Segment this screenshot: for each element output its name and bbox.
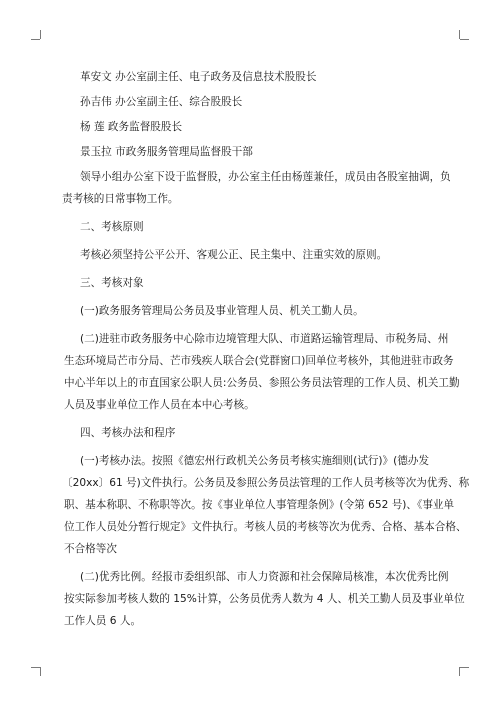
method-paragraph-2 (64, 566, 465, 632)
member-line: 孙吉伟 办公室副主任、综合股股长 (80, 96, 243, 108)
member-line: 革安文 办公室副主任、电子政务及信息技术股股长 (80, 71, 317, 83)
office-paragraph (62, 166, 451, 210)
section-heading: 三、考核对象 (80, 277, 144, 289)
method-paragraph-1 (62, 450, 470, 560)
member-line: 景玉拉 市政务服务管理局监督股干部 (80, 146, 253, 158)
member-list (80, 66, 436, 163)
paragraph-line: 责考核的日常事物工作。 (62, 193, 179, 205)
paragraph-line: 中心半年以上的市直国家公职人员:公务员、参照公务员法管理的工作人员、机关工勤 (64, 377, 460, 389)
paragraph-line: 领导小组办公室下设于监督股，办公室主任由杨莲兼任，成员由各股室抽调，负 (80, 171, 451, 183)
paragraph-line: 〔20xx〕61 号)文件执行。公务员及参照公务员法管理的工作人员考核等次为优秀、称 (62, 477, 470, 489)
crop-mark-bottom-left-h (31, 667, 40, 668)
object-paragraph-2 (64, 328, 460, 416)
paragraph-line: 人员及事业单位工作人员在本中心考核。 (64, 399, 255, 411)
crop-mark-top-right-h (460, 39, 469, 40)
crop-mark-top-right-v (459, 30, 460, 39)
crop-mark-bottom-right-v (459, 667, 460, 676)
paragraph-line: 按实际参加考核人数的 15%计算，公务员优秀人数为 4 人、机关工勤人员及事业单位 (64, 593, 465, 605)
paragraph-line: (一)考核办法。按照《德宏州行政机关公务员考核实施细则(试行)》(德办发 (80, 455, 430, 467)
paragraph-line: 生态环境局芒市分局、芒市残疾人联合会(党群窗口)回单位考核外，其他进驻市政务 (64, 355, 454, 367)
paragraph-line: (二)进驻市政务服务中心除市边境管理大队、市道路运输管理局、市税务局、州 (80, 333, 449, 345)
section-heading: 二、考核原则 (80, 221, 144, 233)
section-heading: 四、考核办法和程序 (80, 427, 176, 439)
member-line: 杨 莲 政务监督股股长 (80, 121, 183, 133)
document-body (62, 66, 470, 632)
object-paragraph-1: (一)政务服务管理局公务员及事业管理人员、机关工勤人员。 (80, 305, 364, 317)
paragraph-line: 职、基本称职、不称职等次。按《事业单位人事管理条例》(令第 652 号)、《事业单 (64, 499, 455, 511)
paragraph-line: (二)优秀比例。经报市委组织部、市人力资源和社会保障局核准，本次优秀比例 (80, 571, 449, 583)
crop-mark-top-left-h (31, 39, 40, 40)
paragraph-line: 工作人员 6 人。 (64, 615, 142, 627)
paragraph-line: 位工作人员处分暂行规定》文件执行。考核人员的考核等次为优秀、合格、基本合格、 (64, 521, 467, 533)
principle-paragraph: 考核必须坚持公平公开、客观公正、民主集中、注重实效的原则。 (80, 249, 388, 261)
crop-mark-bottom-right-h (460, 667, 469, 668)
paragraph-line: 不合格等次 (64, 543, 117, 555)
crop-mark-top-left-v (40, 30, 41, 39)
crop-mark-bottom-left-v (40, 667, 41, 676)
